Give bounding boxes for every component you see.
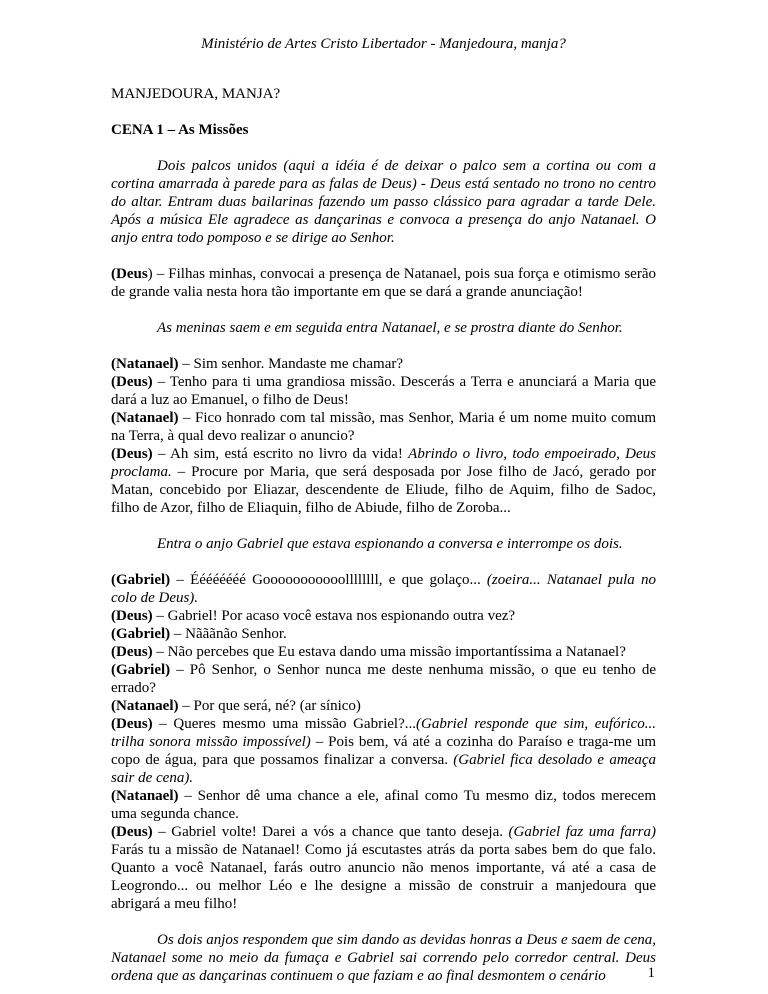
dialogue-line <box>111 265 656 301</box>
running-header: Ministério de Artes Cristo Libertador - Manjedoura, manja? <box>201 36 566 52</box>
line-text: – Gabriel! Por acaso você estava nos espionando outra vez? <box>152 608 516 624</box>
speaker: (Gabriel) <box>111 626 171 642</box>
inline-direction: (Gabriel responde que sim, eufórico... trilha sonora missão impossível) <box>111 716 656 750</box>
speaker: (Deus) <box>111 716 153 732</box>
dialogue-line <box>111 355 656 373</box>
dialogue-line <box>111 571 656 607</box>
line-text: – Queres mesmo uma missão Gabriel?... <box>152 716 416 732</box>
speaker: (Natanael) <box>111 698 179 714</box>
document-title: MANJEDOURA, MANJA? <box>111 86 281 102</box>
line-text: – Filhas minhas, convocai a presença de Natanael, pois sua força e otimismo serão de grande valia nesta hora tão importante em que se dará a grande anunciação! <box>111 266 656 300</box>
dialogue-line <box>111 643 656 661</box>
line-text: Farás tu a missão de Natanael! Como já escutastes atrás da porta sabes bem do que falo. Quanto a você Natanael, farás outro anuncio não menos importante, vá até a casa de Leogrondo... ou melhor Léo e lhe designe a missão de construir a manjedoura que abrigará a meu filho! <box>111 842 656 912</box>
dialogue-line <box>111 715 656 787</box>
dialogue-line <box>111 823 656 913</box>
speaker: (Gabriel) <box>111 662 171 678</box>
dialogue-line <box>111 625 656 643</box>
speaker: (Gabriel) <box>111 572 171 588</box>
line-text: – Não percebes que Eu estava dando uma missão importantíssima a Natanael? <box>152 644 626 660</box>
speaker: (Deus) <box>111 644 153 660</box>
dialogue-line <box>111 661 656 697</box>
dialogue-line <box>111 373 656 409</box>
speaker: (Natanael) <box>111 356 179 372</box>
line-text: – Senhor dê uma chance a ele, afinal como Tu mesmo diz, todos merecem uma segunda chance. <box>111 788 656 822</box>
stage-direction: As meninas saem e em seguida entra Natanael, e se prostra diante do Senhor. <box>157 320 623 336</box>
line-text: – Por que será, né? (ar sínico) <box>178 698 361 714</box>
line-text: – Éééééééé Gooooooooooollllllll, e que golaço... <box>170 572 487 588</box>
line-text: – Procure por Maria, que será desposada por Jose filho de Jacó, gerado por Matan, concebido por Eliazar, descendente de Eliude, filho de Aquim, filho de Sadoc, filho de Azor, filho de Eliaquin, filho de Abiude, filho de Zoroba... <box>111 464 656 516</box>
stage-direction: Entra o anjo Gabriel que estava espionando a conversa e interrompe os dois. <box>157 536 623 552</box>
line-text: – Pois bem, vá até a cozinha do Paraíso e traga-me um copo de água, para que possamos finalizar a conversa. <box>111 734 656 768</box>
dialogue-line <box>111 697 656 715</box>
stage-direction: Os dois anjos respondem que sim dando as devidas honras a Deus e saem de cena, Natanael some no meio da fumaça e Gabriel sai correndo pelo corredor central. Deus ordena que as dançarinas continuem o que faziam e ao final desmontem o cenário <box>111 932 656 984</box>
dialogue-line <box>111 445 656 517</box>
scene-heading: CENA 1 – As Missões <box>111 122 249 138</box>
line-text: – Ah sim, está escrito no livro da vida! <box>152 446 409 462</box>
speaker: (Deus) <box>111 824 153 840</box>
inline-direction: (Gabriel fica desolado e ameaça sair de cena). <box>111 752 656 786</box>
page-number: 1 <box>647 965 655 981</box>
line-text: – Sim senhor. Mandaste me chamar? <box>178 356 404 372</box>
speaker: (Deus) <box>111 446 153 462</box>
speaker: (Deus) <box>111 608 153 624</box>
dialogue-line <box>111 787 656 823</box>
dialogue-line <box>111 409 656 445</box>
script-body <box>111 157 656 985</box>
speaker: (Natanael) <box>111 788 179 804</box>
speaker-close: ) <box>147 266 153 282</box>
inline-direction: (Gabriel faz uma farra) <box>508 824 656 840</box>
speaker: (Deus) <box>111 374 153 390</box>
speaker: (Natanael) <box>111 410 179 426</box>
line-text: – Gabriel volte! Darei a vós a chance que tanto deseja. <box>152 824 509 840</box>
inline-direction: Abrindo o livro, todo empoeirado, Deus proclama. <box>111 446 656 480</box>
speaker: (Deus <box>111 266 148 282</box>
line-text: – Nãããnão Senhor. <box>170 626 287 642</box>
line-text: – Tenho para ti uma grandiosa missão. Descerás a Terra e anunciará a Maria que dará a luz ao Emanuel, o filho de Deus! <box>111 374 656 408</box>
line-text: – Pô Senhor, o Senhor nunca me deste nenhuma missão, o que eu tenho de errado? <box>111 662 656 696</box>
stage-direction: Dois palcos unidos (aqui a idéia é de deixar o palco sem a cortina ou com a cortina amarrada à parede para as falas de Deus) - Deus está sentado no trono no centro do altar. Entram duas bailarinas fazendo um passo clássico para agradar a tarde Dele. Após a música Ele agradece as dançarinas e convoca a presença do anjo Natanael. O anjo entra todo pomposo e se dirige ao Senhor. <box>111 158 656 246</box>
dialogue-line <box>111 607 656 625</box>
inline-direction: (zoeira... Natanael pula no colo de Deus). <box>111 572 656 606</box>
line-text: – Fico honrado com tal missão, mas Senhor, Maria é um nome muito comum na Terra, à qual devo realizar o anuncio? <box>111 410 656 444</box>
